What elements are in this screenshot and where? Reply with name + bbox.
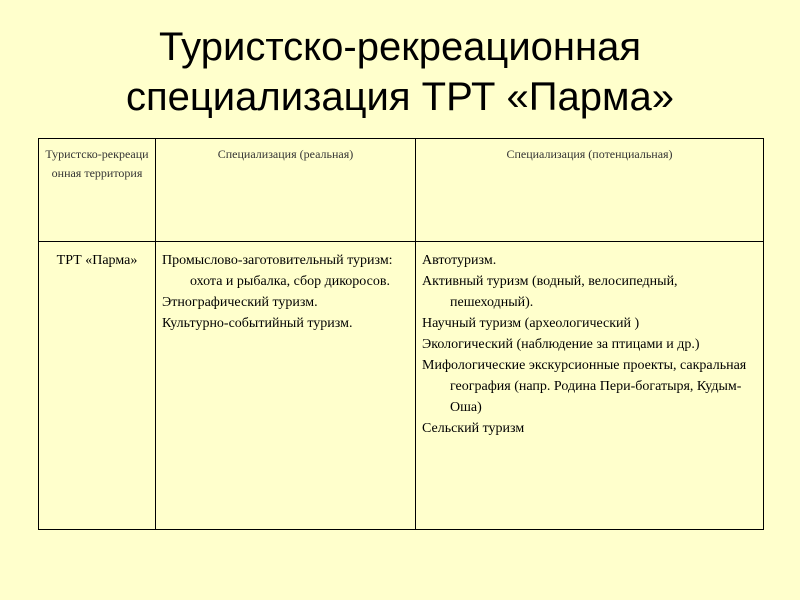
cell-real [156, 242, 416, 530]
title-line-2: специализация ТРТ «Парма» [125, 75, 675, 119]
real-item: Промыслово-заготовительный туризм: охота и рыбалка, сбор дикоросов. [162, 253, 393, 289]
cell-territory: ТРТ «Парма» [39, 242, 156, 530]
title-line-1: Туристско-рекреационная [158, 25, 642, 69]
table-row [39, 242, 764, 530]
header-territory: Туристско-рекреационная территория [39, 139, 156, 242]
specialization-table [38, 138, 764, 530]
real-item: Этнографический туризм. [162, 295, 318, 310]
real-item: Культурно-событийный туризм. [162, 316, 353, 331]
potential-item: Активный туризм (водный, велосипедный, пешеходный). [422, 274, 678, 310]
potential-item: Научный туризм (археологический ) [422, 316, 640, 331]
slide-title [0, 22, 800, 122]
potential-item: Сельский туризм [422, 421, 525, 436]
potential-item: Экологический (наблюдение за птицами и др.) [422, 337, 700, 352]
potential-item: Автотуризм. [422, 253, 497, 268]
table-header-row [39, 139, 764, 242]
header-potential: Специализация (потенциальная) [416, 139, 764, 242]
potential-item: Мифологические экскурсионные проекты, сакральная география (напр. Родина Пери-богатыря, Кудым-Оша) [422, 358, 747, 415]
header-real: Специализация (реальная) [156, 139, 416, 242]
cell-potential [416, 242, 764, 530]
